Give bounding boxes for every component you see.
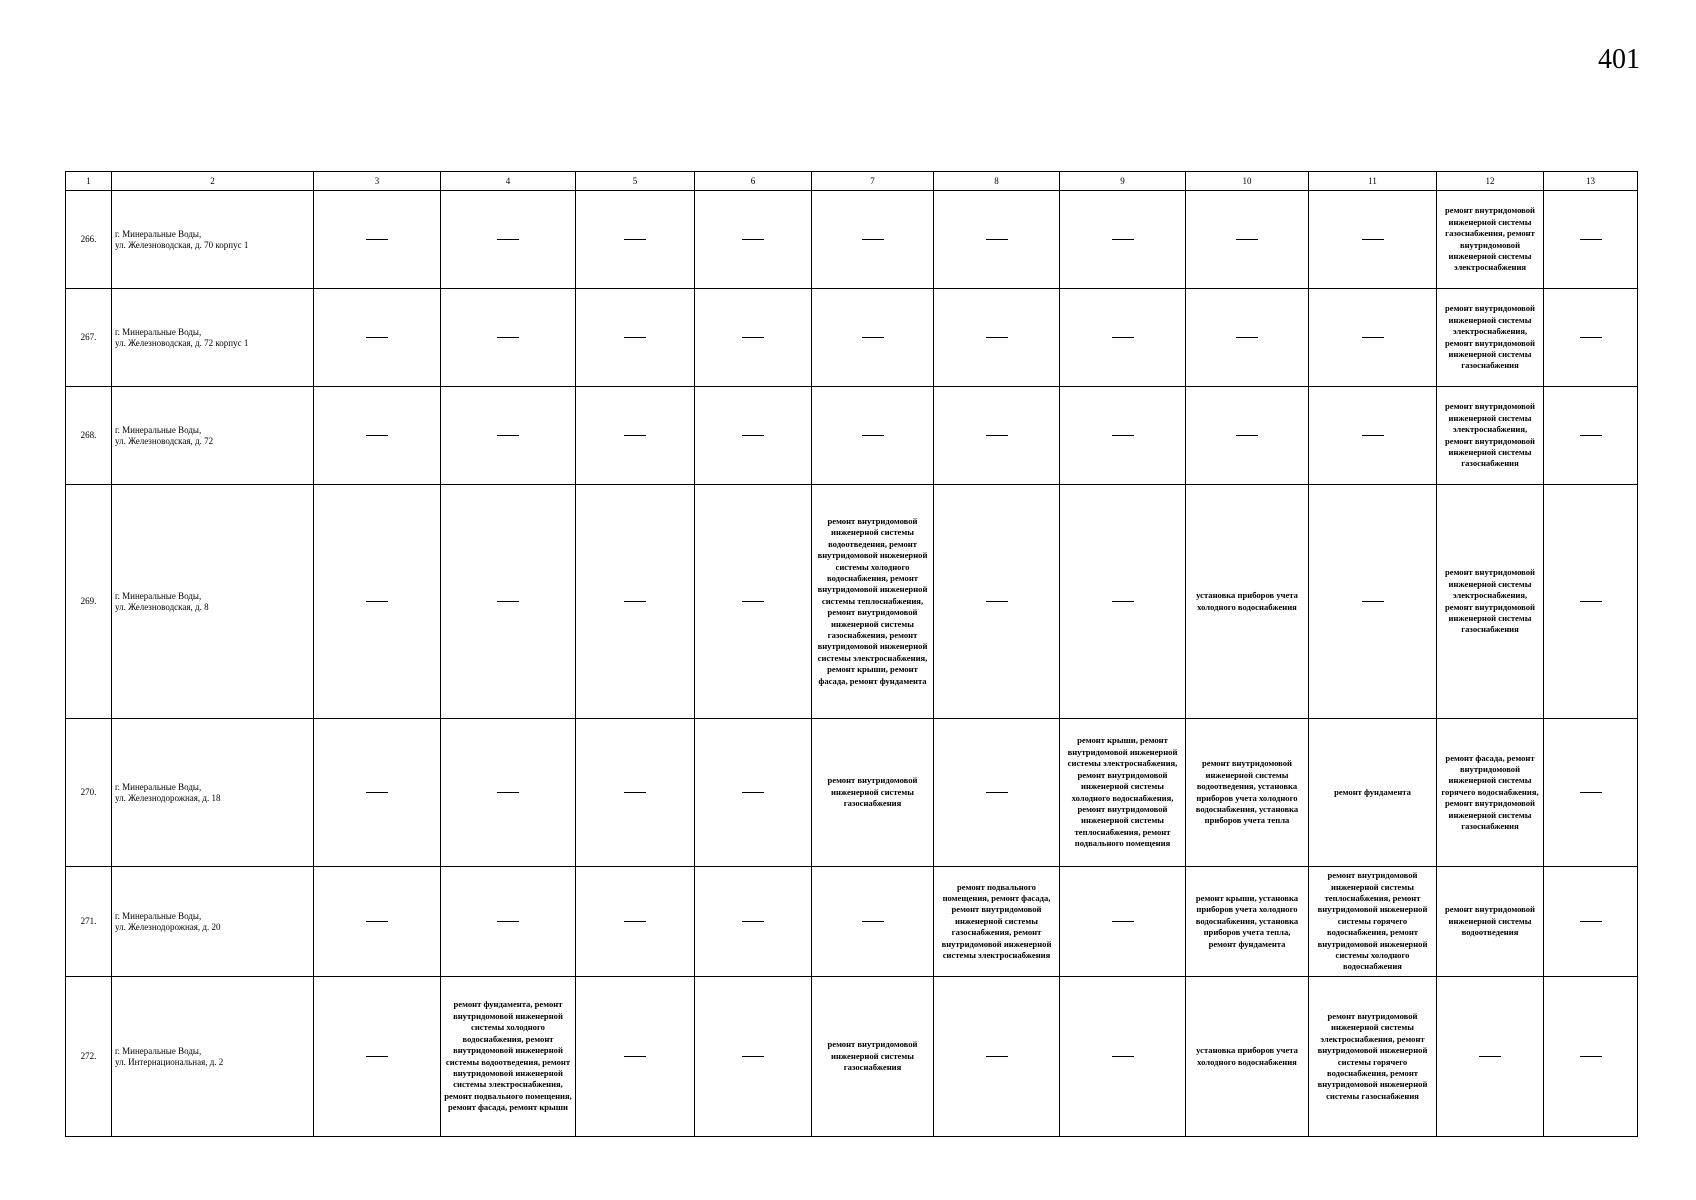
dash-mark: [366, 239, 388, 240]
address-cell: [112, 289, 314, 387]
empty-cell: [576, 387, 695, 485]
dash-mark: [742, 435, 764, 436]
work-description-cell: ремонт внутридомовой инженерной системы водоотведения: [1437, 867, 1544, 977]
empty-cell: [812, 387, 934, 485]
empty-cell: [1060, 289, 1186, 387]
address-street: ул. Железнодорожная, д. 20: [115, 921, 221, 932]
empty-cell: [441, 191, 576, 289]
address-cell: [112, 867, 314, 977]
dash-mark: [742, 792, 764, 793]
dash-mark: [1112, 921, 1134, 922]
address-cell: [112, 191, 314, 289]
column-header: 1: [66, 172, 112, 191]
work-description-cell: установка приборов учета холодного водоснабжения: [1186, 977, 1309, 1137]
empty-cell: [1437, 977, 1544, 1137]
dash-mark: [1580, 337, 1602, 338]
dash-mark: [742, 601, 764, 602]
empty-cell: [441, 719, 576, 867]
work-description-cell: ремонт внутридомовой инженерной системы электроснабжения, ремонт внутридомовой инженерной системы газоснабжения: [1437, 387, 1544, 485]
address-city: г. Минеральные Воды,: [115, 910, 202, 921]
dash-mark: [624, 792, 646, 793]
dash-mark: [366, 1056, 388, 1057]
dash-mark: [862, 337, 884, 338]
empty-cell: [576, 977, 695, 1137]
row-number: 266.: [66, 191, 112, 289]
dash-mark: [742, 337, 764, 338]
dash-mark: [366, 601, 388, 602]
empty-cell: [934, 289, 1060, 387]
dash-mark: [366, 337, 388, 338]
row-number: 270.: [66, 719, 112, 867]
dash-mark: [624, 1056, 646, 1057]
work-description-cell: ремонт подвального помещения, ремонт фасада, ремонт внутридомовой инженерной системы газоснабжения, ремонт внутридомовой инженерной системы электроснабжения: [934, 867, 1060, 977]
dash-mark: [1236, 239, 1258, 240]
empty-cell: [1544, 289, 1638, 387]
dash-mark: [1362, 337, 1384, 338]
work-description-cell: ремонт фундамента, ремонт внутридомовой инженерной системы холодного водоснабжения, ремонт внутридомовой инженерной системы водоотведения, ремонт внутридомовой инженерной системы электроснабжения, ремонт подвального помещения, ремонт фасада, ремонт крыши: [441, 977, 576, 1137]
column-header: 10: [1186, 172, 1309, 191]
row-number: 272.: [66, 977, 112, 1137]
table-row: [66, 867, 1638, 977]
empty-cell: [576, 191, 695, 289]
dash-mark: [986, 601, 1008, 602]
repair-schedule-table: [65, 171, 1638, 1137]
table-row: [66, 387, 1638, 485]
empty-cell: [1544, 387, 1638, 485]
empty-cell: [1060, 191, 1186, 289]
table-row: [66, 191, 1638, 289]
address-street: ул. Железноводская, д. 72 корпус 1: [115, 337, 249, 348]
empty-cell: [1060, 977, 1186, 1137]
work-description-cell: ремонт фасада, ремонт внутридомовой инженерной системы горячего водоснабжения, ремонт внутридомовой инженерной системы газоснабжения: [1437, 719, 1544, 867]
table-body: [66, 191, 1638, 1137]
dash-mark: [366, 921, 388, 922]
empty-cell: [1309, 387, 1437, 485]
dash-mark: [1112, 337, 1134, 338]
table-header: [66, 172, 1638, 191]
empty-cell: [1544, 191, 1638, 289]
table-row: [66, 977, 1638, 1137]
work-description-cell: ремонт крыши, установка приборов учета холодного водоснабжения, установка приборов учета тепла, ремонт фундамента: [1186, 867, 1309, 977]
dash-mark: [1112, 239, 1134, 240]
empty-cell: [1309, 289, 1437, 387]
empty-cell: [1060, 387, 1186, 485]
empty-cell: [1186, 387, 1309, 485]
dash-mark: [497, 792, 519, 793]
row-number: 271.: [66, 867, 112, 977]
dash-mark: [366, 792, 388, 793]
empty-cell: [934, 387, 1060, 485]
address-city: г. Минеральные Воды,: [115, 228, 202, 239]
column-header: 2: [112, 172, 314, 191]
empty-cell: [1544, 867, 1638, 977]
empty-cell: [441, 289, 576, 387]
empty-cell: [441, 387, 576, 485]
empty-cell: [1186, 289, 1309, 387]
empty-cell: [695, 977, 812, 1137]
empty-cell: [695, 387, 812, 485]
empty-cell: [1060, 485, 1186, 719]
row-number: 269.: [66, 485, 112, 719]
work-description-cell: ремонт внутридомовой инженерной системы водоотведения, установка приборов учета холодного водоснабжения, установка приборов учета тепла: [1186, 719, 1309, 867]
address-city: г. Минеральные Воды,: [115, 590, 202, 601]
address-street: ул. Железноводская, д. 70 корпус 1: [115, 239, 249, 250]
address-street: ул. Железноводская, д. 72: [115, 435, 214, 446]
empty-cell: [1060, 867, 1186, 977]
column-header: 9: [1060, 172, 1186, 191]
address-cell: [112, 485, 314, 719]
column-header: 5: [576, 172, 695, 191]
empty-cell: [576, 867, 695, 977]
work-description-cell: ремонт крыши, ремонт внутридомовой инженерной системы электроснабжения, ремонт внутридомовой инженерной системы холодного водоснабжения, ремонт внутридомовой инженерной системы теплоснабжения, ремонт подвального помещения: [1060, 719, 1186, 867]
address-street: ул. Интернациональная, д. 2: [115, 1056, 224, 1067]
empty-cell: [1544, 977, 1638, 1137]
dash-mark: [862, 435, 884, 436]
dash-mark: [497, 337, 519, 338]
empty-cell: [695, 867, 812, 977]
work-description-cell: установка приборов учета холодного водоснабжения: [1186, 485, 1309, 719]
dash-mark: [624, 601, 646, 602]
dash-mark: [497, 435, 519, 436]
column-header: 4: [441, 172, 576, 191]
row-number: 267.: [66, 289, 112, 387]
dash-mark: [624, 239, 646, 240]
column-header: 12: [1437, 172, 1544, 191]
empty-cell: [1544, 719, 1638, 867]
dash-mark: [1580, 792, 1602, 793]
dash-mark: [986, 1056, 1008, 1057]
dash-mark: [1112, 435, 1134, 436]
header-row: [66, 172, 1638, 191]
dash-mark: [497, 239, 519, 240]
work-description-cell: ремонт внутридомовой инженерной системы газоснабжения, ремонт внутридомовой инженерной системы электроснабжения: [1437, 191, 1544, 289]
address-city: г. Минеральные Воды,: [115, 424, 202, 435]
table-row: [66, 289, 1638, 387]
empty-cell: [695, 191, 812, 289]
work-description-cell: ремонт внутридомовой инженерной системы газоснабжения: [812, 977, 934, 1137]
column-header: 7: [812, 172, 934, 191]
empty-cell: [314, 289, 441, 387]
work-description-cell: ремонт внутридомовой инженерной системы водоотведения, ремонт внутридомовой инженерной системы холодного водоснабжения, ремонт внутридомовой инженерной системы теплоснабжения, ремонт внутридомовой инженерной системы газоснабжения, ремонт внутридомовой инженерной системы электроснабжения, ремонт крыши, ремонт фасада, ремонт фундамента: [812, 485, 934, 719]
empty-cell: [934, 485, 1060, 719]
row-number: 268.: [66, 387, 112, 485]
empty-cell: [934, 977, 1060, 1137]
dash-mark: [1580, 601, 1602, 602]
empty-cell: [314, 719, 441, 867]
table-row: [66, 719, 1638, 867]
dash-mark: [624, 337, 646, 338]
empty-cell: [695, 289, 812, 387]
dash-mark: [1362, 239, 1384, 240]
work-description-cell: ремонт внутридомовой инженерной системы электроснабжения, ремонт внутридомовой инженерной системы горячего водоснабжения, ремонт внутридомовой инженерной системы газоснабжения: [1309, 977, 1437, 1137]
empty-cell: [441, 485, 576, 719]
dash-mark: [742, 921, 764, 922]
dash-mark: [1580, 921, 1602, 922]
address-cell: [112, 977, 314, 1137]
dash-mark: [1236, 337, 1258, 338]
empty-cell: [812, 191, 934, 289]
empty-cell: [934, 719, 1060, 867]
empty-cell: [314, 387, 441, 485]
dash-mark: [497, 921, 519, 922]
dash-mark: [986, 435, 1008, 436]
empty-cell: [1186, 191, 1309, 289]
dash-mark: [1112, 601, 1134, 602]
empty-cell: [1544, 485, 1638, 719]
dash-mark: [1362, 435, 1384, 436]
work-description-cell: ремонт внутридомовой инженерной системы газоснабжения: [812, 719, 934, 867]
work-description-cell: ремонт внутридомовой инженерной системы электроснабжения, ремонт внутридомовой инженерной системы газоснабжения: [1437, 289, 1544, 387]
empty-cell: [441, 867, 576, 977]
dash-mark: [624, 435, 646, 436]
empty-cell: [314, 867, 441, 977]
address-street: ул. Железноводская, д. 8: [115, 601, 209, 612]
empty-cell: [695, 719, 812, 867]
dash-mark: [742, 1056, 764, 1057]
column-header: 13: [1544, 172, 1638, 191]
work-description-cell: ремонт фундамента: [1309, 719, 1437, 867]
work-description-cell: ремонт внутридомовой инженерной системы электроснабжения, ремонт внутридомовой инженерной системы газоснабжения: [1437, 485, 1544, 719]
empty-cell: [1309, 191, 1437, 289]
dash-mark: [1580, 239, 1602, 240]
dash-mark: [1479, 1056, 1501, 1057]
address-cell: [112, 387, 314, 485]
dash-mark: [986, 337, 1008, 338]
dash-mark: [1580, 435, 1602, 436]
dash-mark: [624, 921, 646, 922]
dash-mark: [986, 792, 1008, 793]
empty-cell: [1309, 485, 1437, 719]
dash-mark: [366, 435, 388, 436]
column-header: 8: [934, 172, 1060, 191]
column-header: 11: [1309, 172, 1437, 191]
column-header: 3: [314, 172, 441, 191]
dash-mark: [742, 239, 764, 240]
page-number: 401: [1598, 44, 1640, 75]
dash-mark: [862, 921, 884, 922]
empty-cell: [695, 485, 812, 719]
empty-cell: [576, 289, 695, 387]
dash-mark: [986, 239, 1008, 240]
dash-mark: [497, 601, 519, 602]
work-description-cell: ремонт внутридомовой инженерной системы теплоснабжения, ремонт внутридомовой инженерной системы горячего водоснабжения, ремонт внутридомовой инженерной системы холодного водоснабжения: [1309, 867, 1437, 977]
empty-cell: [314, 191, 441, 289]
dash-mark: [862, 239, 884, 240]
empty-cell: [314, 977, 441, 1137]
dash-mark: [1236, 435, 1258, 436]
address-city: г. Минеральные Воды,: [115, 326, 202, 337]
table-row: [66, 485, 1638, 719]
empty-cell: [314, 485, 441, 719]
dash-mark: [1362, 601, 1384, 602]
address-street: ул. Железнодорожная, д. 18: [115, 792, 221, 803]
empty-cell: [934, 191, 1060, 289]
column-header: 6: [695, 172, 812, 191]
dash-mark: [1580, 1056, 1602, 1057]
empty-cell: [812, 867, 934, 977]
empty-cell: [576, 719, 695, 867]
address-cell: [112, 719, 314, 867]
empty-cell: [576, 485, 695, 719]
dash-mark: [1112, 1056, 1134, 1057]
address-city: г. Минеральные Воды,: [115, 1045, 202, 1056]
address-city: г. Минеральные Воды,: [115, 781, 202, 792]
empty-cell: [812, 289, 934, 387]
